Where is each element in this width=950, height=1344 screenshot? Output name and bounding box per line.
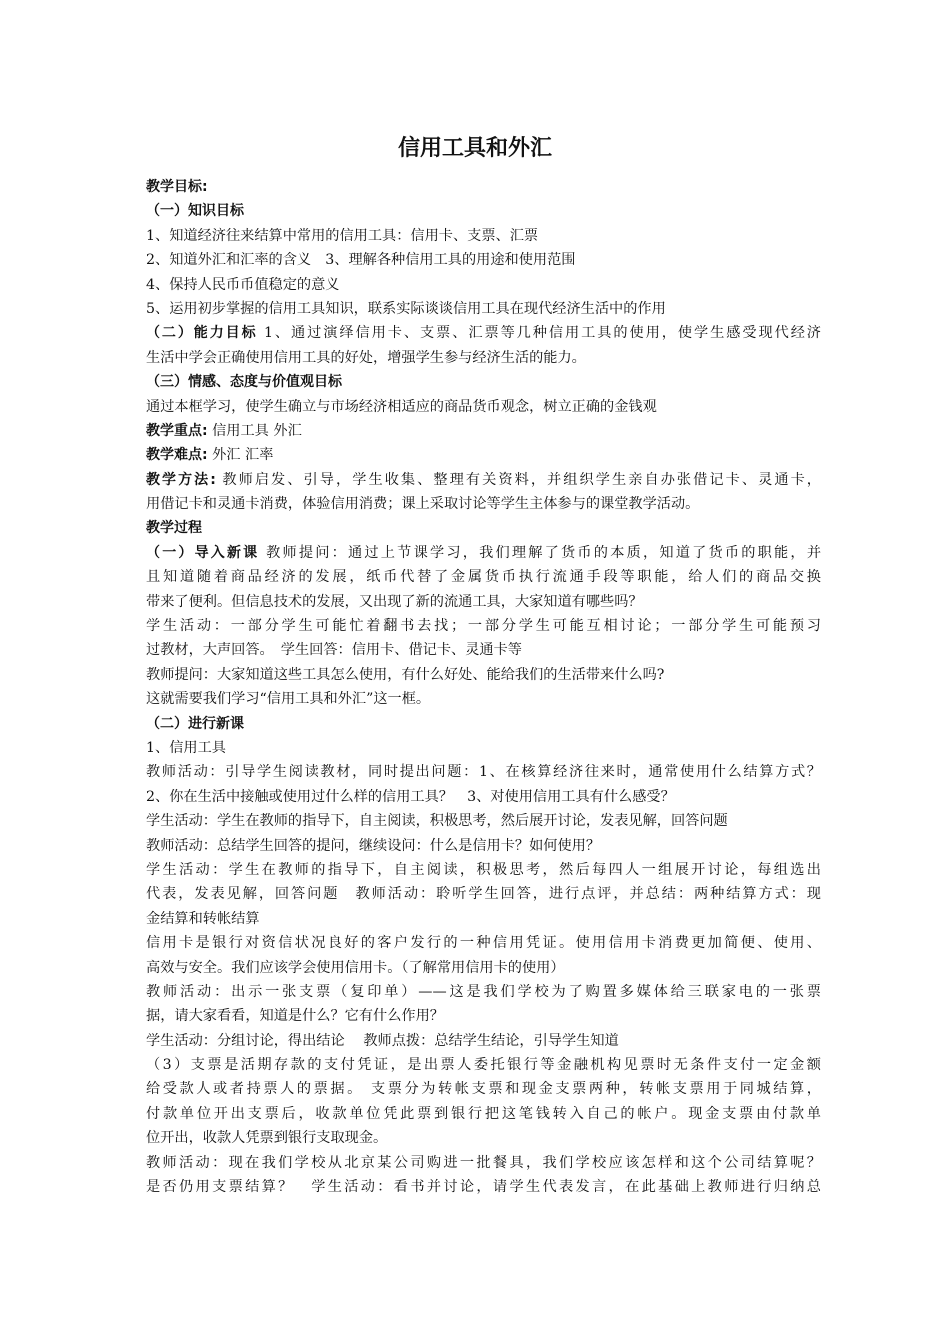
line-text: （3）支票是活期存款的支付凭证，是出票人委托银行等金融机构见票时无条件支付一定金额 <box>146 1057 821 1074</box>
line-text: 学生活动：学生在教师的指导下，自主阅读，积极思考，然后每四人一组展开讨论，每组选出 <box>146 861 821 878</box>
text-line <box>146 443 821 467</box>
text-line <box>146 273 821 297</box>
text-line <box>146 980 821 1004</box>
text-line <box>146 346 821 370</box>
text-line <box>146 809 821 833</box>
text-line <box>146 956 821 980</box>
bold-heading: 教学方法: <box>146 471 216 488</box>
line-text: 学生活动：学生在教师的指导下，自主阅读，积极思考，然后展开讨论，发表见解，回答问题 <box>146 813 728 830</box>
line-text: 代表，发表见解，回答问题 教师活动：聆听学生回答，进行点评，并总结：两种结算方式：现 <box>146 886 821 903</box>
text-line <box>146 663 821 687</box>
text-line <box>146 687 821 711</box>
text-line <box>146 565 821 589</box>
text-line <box>146 785 821 809</box>
line-text: 给受款人或者持票人的票据。 支票分为转帐支票和现金支票两种，转帐支票用于同城结算， <box>146 1081 821 1098</box>
text-line <box>146 1029 821 1053</box>
text-line <box>146 1077 821 1101</box>
text-line <box>146 858 821 882</box>
line-text: 外汇 汇率 <box>207 447 274 464</box>
bold-heading: （三）情感、态度与价值观目标 <box>146 374 342 391</box>
text-line <box>146 1102 821 1126</box>
text-line <box>146 1151 821 1175</box>
text-line <box>146 1004 821 1028</box>
text-line <box>146 882 821 906</box>
line-text: 1、信用工具 <box>146 739 226 756</box>
bold-heading: 教学重点: <box>146 422 208 439</box>
text-line <box>146 370 821 394</box>
text-line <box>146 199 821 223</box>
document-body <box>146 175 821 1199</box>
line-text: 高效与安全。我们应该学会使用信用卡。（了解常用信用卡的使用） <box>146 959 565 976</box>
text-line <box>146 492 821 516</box>
line-text: 据，请大家看看，知道是什么？它有什么作用？ <box>146 1008 444 1025</box>
line-text: 教师活动：引导学生阅读教材，同时提出问题：1、在核算经济往来时，通常使用什么结算方式？ <box>146 764 821 781</box>
document-title: 信用工具和外汇 <box>397 136 552 161</box>
bold-heading: （一）知识目标 <box>146 203 244 220</box>
text-line <box>146 175 821 199</box>
text-line <box>146 1175 821 1199</box>
line-text: 通过本框学习，使学生确立与市场经济相适应的商品货币观念，树立正确的金钱观 <box>146 398 657 415</box>
line-text: 带来了便利。但信息技术的发展，又出现了新的流通工具，大家知道有哪些吗？ <box>146 593 643 610</box>
line-text: 信用卡是银行对资信状况良好的客户发行的一种信用凭证。使用信用卡消费更加简便、使用、 <box>146 935 821 952</box>
line-text: 教师提问：大家知道这些工具怎么使用，有什么好处、能给我们的生活带来什么吗? <box>146 666 665 683</box>
text-line <box>146 638 821 662</box>
line-text: 4、保持人民币币值稳定的意义 <box>146 276 340 293</box>
text-line <box>146 1053 821 1077</box>
text-line <box>146 395 821 419</box>
text-line <box>146 712 821 736</box>
line-text: 金结算和转帐结算 <box>146 910 260 927</box>
line-text: 是否仍用支票结算？ 学生活动：看书并讨论，请学生代表发言，在此基础上教师进行归纳总 <box>146 1179 821 1196</box>
text-line <box>146 516 821 540</box>
line-text: 信用工具 外汇 <box>207 422 302 439</box>
line-text: 5、运用初步掌握的信用工具知识，联系实际谈谈信用工具在现代经济生活中的作用 <box>146 300 666 317</box>
line-text: 学生活动：分组讨论，得出结论 教师点拨：总结学生结论，引导学生知道 <box>146 1032 619 1049</box>
line-text: 2、知道外汇和汇率的含义 3、理解各种信用工具的用途和使用范围 <box>146 252 576 269</box>
line-text: 2、你在生活中接触或使用过什么样的信用工具？ 3、对使用信用工具有什么感受？ <box>146 788 675 805</box>
text-line <box>146 248 821 272</box>
line-text: 学生活动：一部分学生可能忙着翻书去找；一部分学生可能互相讨论；一部分学生可能预习 <box>146 618 821 635</box>
text-line <box>146 760 821 784</box>
bold-heading: 教学过程 <box>146 520 202 537</box>
text-line <box>146 590 821 614</box>
line-text: 1、通过演绎信用卡、支票、汇票等几种信用工具的使用，使学生感受现代经济 <box>257 325 821 342</box>
line-text: 用借记卡和灵通卡消费，体验信用消费；课上采取讨论等学生主体参与的课堂教学活动。 <box>146 496 700 513</box>
text-line <box>146 468 821 492</box>
line-text: 教师提问：通过上节课学习，我们理解了货币的本质，知道了货币的职能，并 <box>259 544 821 561</box>
line-text: 位开出，收款人凭票到银行支取现金。 <box>146 1130 388 1147</box>
line-text: 生活中学会正确使用信用工具的好处，增强学生参与经济生活的能力。 <box>146 349 586 366</box>
text-line <box>146 321 821 345</box>
line-text: 教师启发、引导，学生收集、整理有关资料，并组织学生亲自办张借记卡、灵通卡， <box>215 471 821 488</box>
text-line <box>146 297 821 321</box>
line-text: 1、知道经济往来结算中常用的信用工具：信用卡、支票、汇票 <box>146 227 539 244</box>
line-text: 教师活动：出示一张支票（复印单）——这是我们学校为了购置多媒体给三联家电的一张票 <box>146 983 821 1000</box>
bold-heading: 教学难点: <box>146 447 208 464</box>
line-text: 付款单位开出支票后，收款单位凭此票到银行把这笔钱转入自己的帐户。现金支票由付款单 <box>146 1105 821 1122</box>
line-text: 教师活动：现在我们学校从北京某公司购进一批餐具，我们学校应该怎样和这个公司结算呢？ <box>146 1154 821 1171</box>
line-text: 这就需要我们学习“信用工具和外汇”这一框。 <box>146 691 431 708</box>
bold-heading: 教学目标: <box>146 179 208 195</box>
line-text: 教师活动：总结学生回答的提问，继续设问：什么是信用卡？如何使用？ <box>146 837 601 854</box>
text-line <box>146 907 821 931</box>
line-text: 且知道随着商品经济的发展，纸币代替了金属货币执行流通手段等职能，给人们的商品交换 <box>146 569 821 586</box>
bold-heading: （一）导入新课 <box>146 544 260 561</box>
text-line <box>146 224 821 248</box>
bold-heading: （二）进行新课 <box>146 715 244 732</box>
line-text: 过教材，大声回答。 学生回答：信用卡、借记卡、灵通卡等 <box>146 642 522 659</box>
text-line <box>146 931 821 955</box>
bold-heading: （二）能力目标 <box>146 325 258 342</box>
text-line <box>146 736 821 760</box>
text-line <box>146 834 821 858</box>
text-line <box>146 1126 821 1150</box>
text-line <box>146 541 821 565</box>
text-line <box>146 614 821 638</box>
text-line <box>146 419 821 443</box>
